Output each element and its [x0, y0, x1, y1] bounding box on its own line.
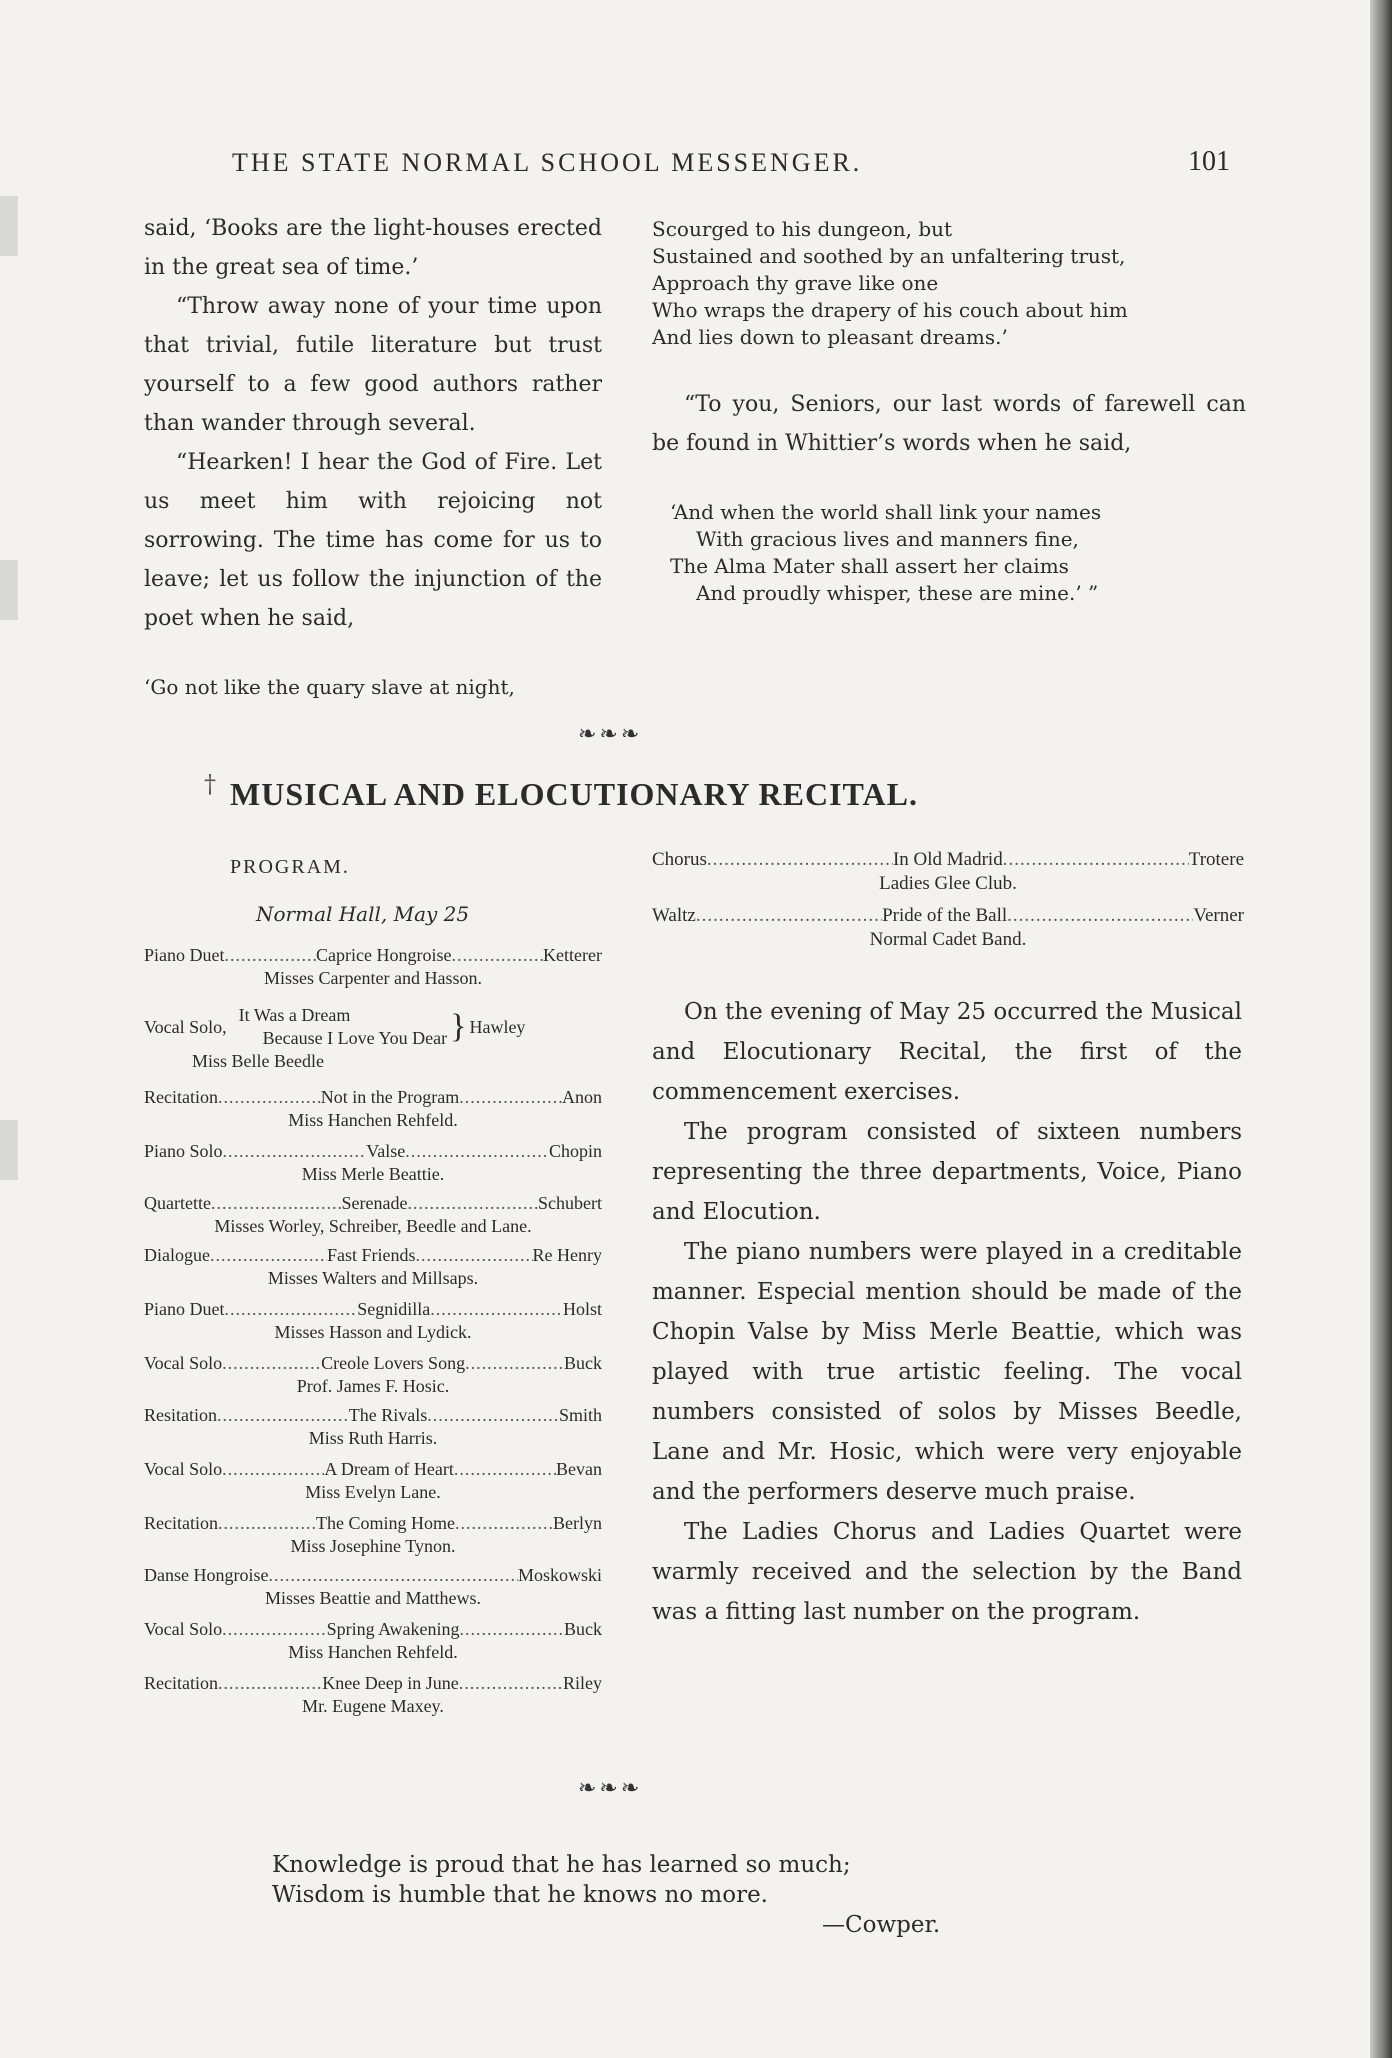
- program-item: Recitation ..... Knee Deep in June ..... Riley Mr. Eugene Maxey.: [144, 1672, 602, 1718]
- program-item: Chorus ..... In Old Madrid ..... Trotere Ladies Glee Club.: [652, 848, 1244, 896]
- verse-line: ‘Go not like the quary slave at night,: [144, 675, 515, 699]
- closing-quote: [272, 1850, 851, 1910]
- paragraph: said, ‘Books are the light-houses erected in the great sea of time.’: [144, 216, 602, 280]
- program-item: Recitation ..... The Coming Home ..... Berlyn Miss Josephine Tynon.: [144, 1512, 602, 1558]
- paragraph: “To you, Seniors, our last words of farewell can be found in Whittier’s words when he said,: [652, 392, 1246, 456]
- verse-line: And lies down to pleasant dreams.’: [652, 325, 1008, 349]
- section-title: MUSICAL AND ELOCUTIONARY RECITAL.: [230, 776, 918, 812]
- paragraph: The program consisted of sixteen numbers representing the three departments, Voice, Piano and Elocution.: [652, 1119, 1242, 1225]
- page-number: 101: [1188, 146, 1230, 177]
- paragraph: The piano numbers were played in a creditable manner. Especial mention should be made of the Chopin Valse by Miss Merle Beattie, which was played with true artistic feeling. The vocal numbers consisted of solos by Misses Beedle, Lane and Mr. Hosic, which were very enjoyable and the performers deserve much praise.: [652, 1239, 1242, 1505]
- program-item: Vocal Solo ..... Spring Awakening ..... Buck Miss Hanchen Rehfeld.: [144, 1618, 602, 1664]
- program-item: Piano Duet ..... Segnidilla ..... Holst Misses Hasson and Lydick.: [144, 1298, 602, 1344]
- poem-line: And proudly whisper, these are mine.’ ”: [696, 581, 1099, 605]
- pencil-mark-icon: †: [204, 770, 216, 798]
- poem-line: With gracious lives and manners fine,: [696, 527, 1079, 551]
- program-item: Vocal Solo, It Was a Dream Because I Love You Dear } Hawley Miss Belle Beedle: [144, 1005, 526, 1071]
- running-header: THE STATE NORMAL SCHOOL MESSENGER.: [232, 148, 863, 177]
- left-margin-mark: [0, 196, 18, 256]
- poem-line: ‘And when the world shall link your names: [670, 500, 1102, 524]
- left-margin-mark: [0, 1120, 18, 1180]
- paragraph: On the evening of May 25 occurred the Musical and Elocutionary Recital, the first of the commencement exercises.: [652, 999, 1242, 1105]
- ornament-divider: ❧❧❧: [578, 722, 643, 747]
- verse-line: Who wraps the drapery of his couch about him: [652, 298, 1128, 322]
- quote-author: —Cowper.: [822, 1912, 941, 1938]
- page-gutter: [1370, 0, 1392, 2058]
- program-item: Vocal Solo ..... A Dream of Heart ..... Bevan Miss Evelyn Lane.: [144, 1458, 602, 1504]
- program-item: Dialogue ..... Fast Friends ..... Re Henry Misses Walters and Millsaps.: [144, 1244, 602, 1290]
- program-item: Resitation ..... The Rivals ..... Smith Miss Ruth Harris.: [144, 1404, 602, 1450]
- program-item: Danse Hongroise ..... Moskowski Misses Beattie and Matthews.: [144, 1564, 602, 1610]
- program-item: Waltz ..... Pride of the Ball ..... Verner Normal Cadet Band.: [652, 904, 1244, 952]
- verse-line: Scourged to his dungeon, but: [652, 217, 953, 241]
- quote-line: Wisdom is humble that he knows no more.: [272, 1882, 768, 1908]
- top-right-column: [652, 216, 1246, 607]
- paragraph: The Ladies Chorus and Ladies Quartet were warmly received and the selection by the Band was a fitting last number on the program.: [652, 1519, 1242, 1625]
- ornament-divider: ❧❧❧: [578, 1776, 643, 1801]
- quote-line: Knowledge is proud that he has learned so much;: [272, 1852, 851, 1878]
- program-item: Piano Solo ..... Valse ..... Chopin Miss Merle Beattie.: [144, 1140, 602, 1186]
- program-heading: PROGRAM.: [230, 856, 350, 878]
- poem-line: The Alma Mater shall assert her claims: [670, 554, 1069, 578]
- program-subheading: Normal Hall, May 25: [256, 902, 470, 926]
- report-column: [652, 992, 1242, 1632]
- paragraph: “Throw away none of your time upon that trivial, futile literature but trust yourself to a few good authors rather than wander through several.: [144, 294, 602, 436]
- program-item: Recitation ..... Not in the Program ..... Anon Miss Hanchen Rehfeld.: [144, 1086, 602, 1132]
- top-left-column: [144, 209, 602, 701]
- verse-line: Sustained and soothed by an unfaltering trust,: [652, 244, 1126, 268]
- left-margin-mark: [0, 560, 18, 620]
- program-item: Vocal Solo ..... Creole Lovers Song ..... Buck Prof. James F. Hosic.: [144, 1352, 602, 1398]
- program-item: Quartette ..... Serenade ..... Schubert Misses Worley, Schreiber, Beedle and Lane.: [144, 1192, 602, 1238]
- verse-line: Approach thy grave like one: [652, 271, 939, 295]
- paragraph: “Hearken! I hear the God of Fire. Let us meet him with rejoicing not sorrowing. The time has come for us to leave; let us follow the injunction of the poet when he said,: [144, 450, 602, 631]
- program-item: Piano Duet ..... Caprice Hongroise ..... Ketterer Misses Carpenter and Hasson.: [144, 944, 602, 990]
